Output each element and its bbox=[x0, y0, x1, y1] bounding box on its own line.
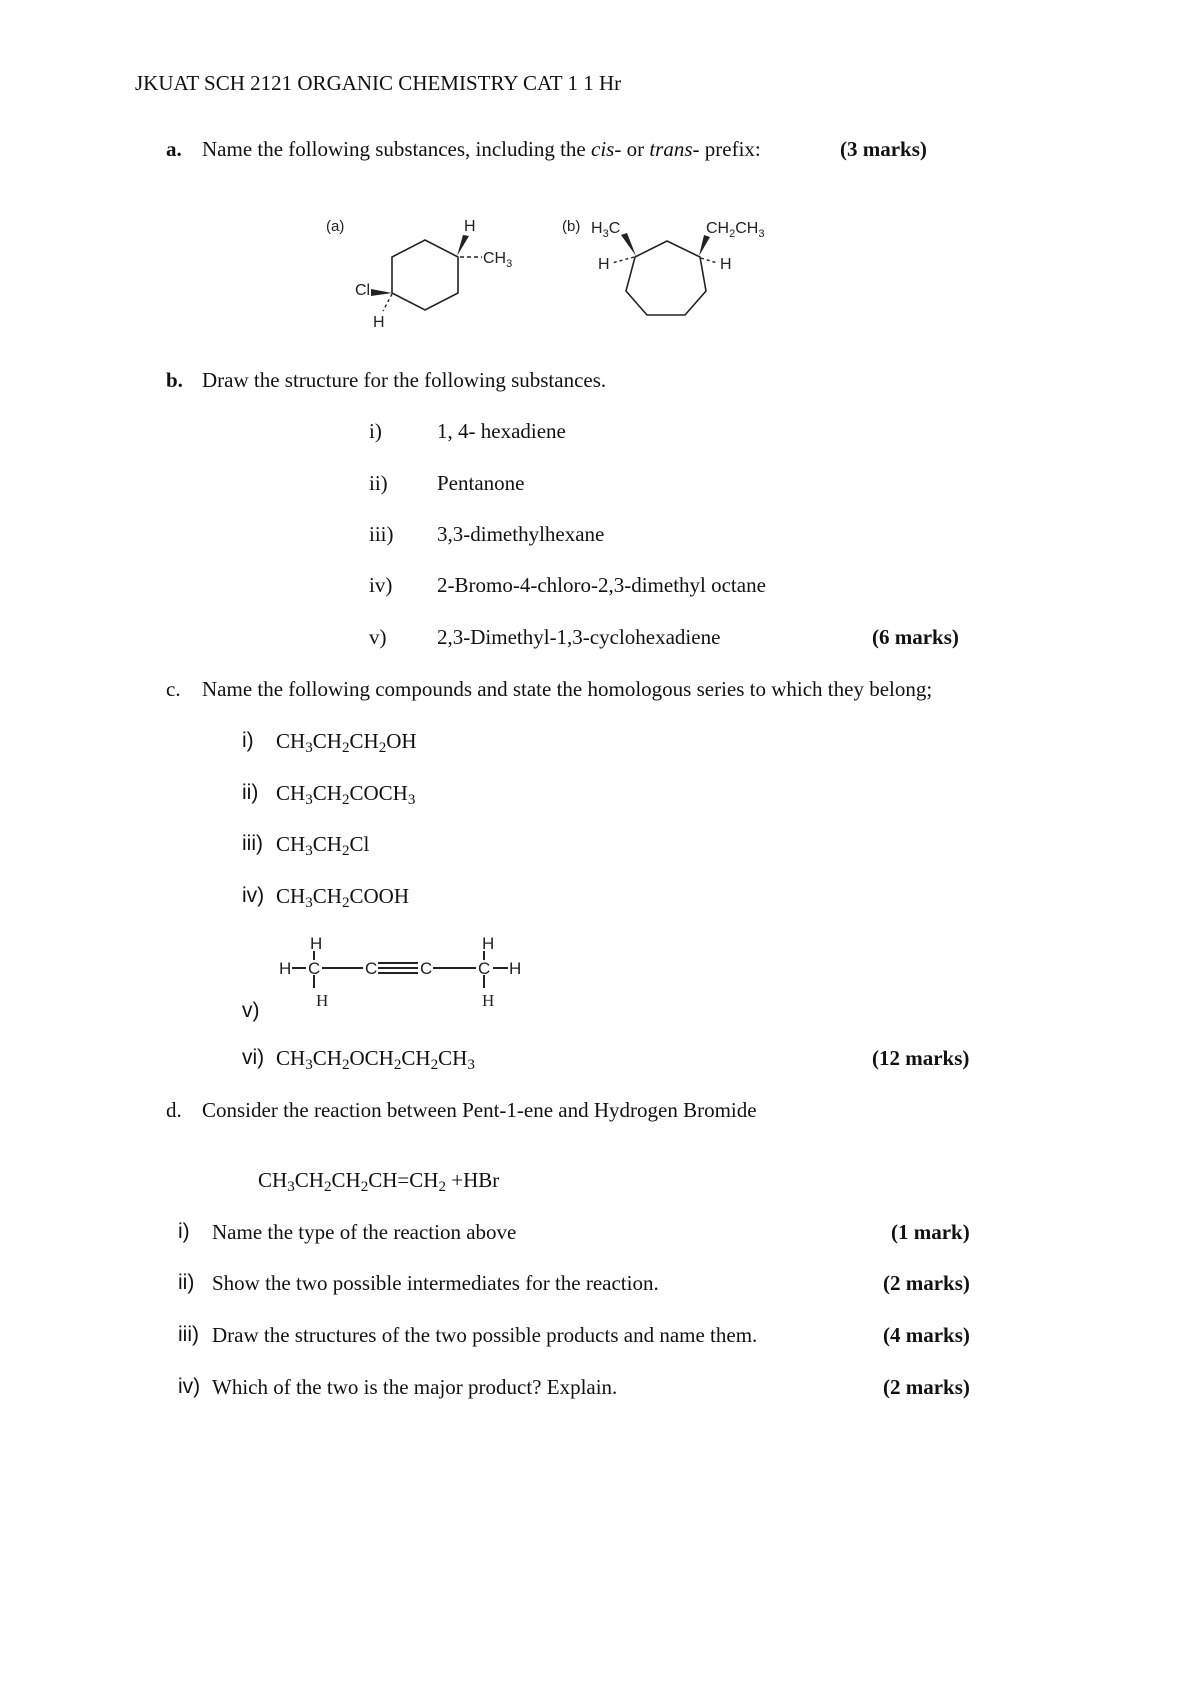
section-b-item-text: Pentanone bbox=[437, 471, 525, 495]
structure-a-ch3: $CH_3$ bbox=[483, 250, 513, 270]
section-d-item-num: iv) bbox=[178, 1375, 201, 1398]
section-d-item-num: i) bbox=[178, 1220, 190, 1243]
structure-a-cl: Cl bbox=[355, 282, 371, 299]
atom-h: H bbox=[310, 934, 323, 953]
stereo-structures-figure bbox=[300, 205, 820, 345]
section-b-item-text: 2,3-Dimethyl-1,3-cyclohexadiene bbox=[437, 625, 721, 649]
formula-propanoic-acid: $CH_3CH_2COOH$ bbox=[276, 884, 410, 912]
structure-a-hash-h bbox=[383, 294, 392, 311]
section-c-item-num: iii) bbox=[242, 832, 263, 855]
section-d-item-text: Show the two possible intermediates for the reaction. bbox=[212, 1271, 659, 1295]
section-d-item-marks: (1 mark) bbox=[891, 1220, 970, 1244]
section-a-marks: (3 marks) bbox=[840, 137, 927, 161]
structure-but-2-yne bbox=[270, 930, 540, 1015]
structure-a-cyclohexane bbox=[392, 240, 458, 310]
structure-a-wedge-top bbox=[457, 235, 469, 256]
section-d-item-text: Name the type of the reaction above bbox=[212, 1220, 517, 1244]
section-c-item-num: v) bbox=[242, 999, 260, 1022]
section-b-letter: b. bbox=[166, 368, 183, 392]
section-b-item-num: iv) bbox=[369, 573, 393, 597]
exam-header: JKUAT SCH 2121 ORGANIC CHEMISTRY CAT 1 1 Hr bbox=[135, 71, 622, 95]
section-d-item-num: ii) bbox=[178, 1271, 195, 1294]
section-c-question: Name the following compounds and state the homologous series to which they belong; bbox=[202, 677, 933, 701]
section-b-item-num: ii) bbox=[369, 471, 388, 495]
section-d-item-num: iii) bbox=[178, 1323, 199, 1346]
section-a-letter: a. bbox=[166, 137, 182, 161]
section-c-item-num: iv) bbox=[242, 884, 265, 907]
structure-b-h3c: $H_3C$ bbox=[591, 220, 621, 240]
structure-b-label: (b) bbox=[562, 218, 581, 235]
section-b-item-num: iii) bbox=[369, 522, 394, 546]
section-d-item-marks: (4 marks) bbox=[883, 1323, 970, 1347]
section-b-item-num: v) bbox=[369, 625, 387, 649]
reaction-equation: $CH_3CH_2CH_2CH=CH_2 +HBr$ bbox=[258, 1168, 500, 1196]
formula-butanone: $CH_3CH_2COCH_3$ bbox=[276, 781, 416, 809]
structure-b-h-right: H bbox=[720, 256, 732, 273]
section-c-item-num: i) bbox=[242, 729, 254, 752]
structure-b-cycloheptane bbox=[626, 241, 706, 315]
section-b-item-text: 2-Bromo-4-chloro-2,3-dimethyl octane bbox=[437, 573, 766, 597]
structure-b-hash-right bbox=[701, 258, 717, 263]
section-d-item-marks: (2 marks) bbox=[883, 1271, 970, 1295]
section-c-item-num: ii) bbox=[242, 781, 259, 804]
structure-a-label: (a) bbox=[326, 218, 345, 235]
structure-b-wedge-left bbox=[621, 233, 636, 256]
atom-h: H bbox=[482, 991, 495, 1010]
atom-h: H bbox=[509, 959, 522, 978]
structure-b-ch2ch3: $CH_2CH_3$ bbox=[706, 220, 765, 240]
section-d-item-marks: (2 marks) bbox=[883, 1375, 970, 1399]
section-d-letter: d. bbox=[166, 1098, 182, 1122]
section-b-item-text: 3,3-dimethylhexane bbox=[437, 522, 605, 546]
atom-h: H bbox=[316, 991, 329, 1010]
section-d-question: Consider the reaction between Pent-1-ene and Hydrogen Bromide bbox=[202, 1098, 757, 1122]
section-b-item-num: i) bbox=[369, 419, 382, 443]
atom-c: C bbox=[478, 959, 491, 978]
structure-a-h-bottom: H bbox=[373, 314, 385, 331]
section-d-item-text: Which of the two is the major product? Explain. bbox=[212, 1375, 618, 1399]
atom-c: C bbox=[308, 959, 321, 978]
formula-chloroethane: $CH_3CH_2Cl$ bbox=[276, 832, 370, 860]
bonds bbox=[292, 951, 508, 988]
section-c-item-num: vi) bbox=[242, 1046, 265, 1069]
section-c-marks: (12 marks) bbox=[872, 1046, 970, 1070]
section-b-item-text: 1, 4- hexadiene bbox=[437, 419, 566, 443]
structure-b-h-left: H bbox=[598, 256, 610, 273]
atom-c: C bbox=[365, 959, 378, 978]
section-c-letter: c. bbox=[166, 677, 181, 701]
structure-a-h-top: H bbox=[464, 218, 476, 235]
structure-b-wedge-right bbox=[699, 235, 710, 256]
formula-propanol: $CH_3CH_2CH_2OH$ bbox=[276, 729, 417, 757]
formula-ether: $CH_3CH_2OCH_2CH_2CH_3$ bbox=[276, 1046, 475, 1074]
section-b-question: Draw the structure for the following substances. bbox=[202, 368, 607, 392]
section-a-question: Name the following substances, including the cis- or trans- prefix: bbox=[202, 137, 761, 161]
structure-b-hash-left bbox=[612, 257, 634, 263]
section-d-item-text: Draw the structures of the two possible products and name them. bbox=[212, 1323, 758, 1347]
atom-h: H bbox=[482, 934, 495, 953]
atom-c: C bbox=[420, 959, 433, 978]
atom-h: H bbox=[279, 959, 292, 978]
section-b-marks: (6 marks) bbox=[872, 625, 959, 649]
structure-a-wedge-cl bbox=[371, 289, 392, 296]
